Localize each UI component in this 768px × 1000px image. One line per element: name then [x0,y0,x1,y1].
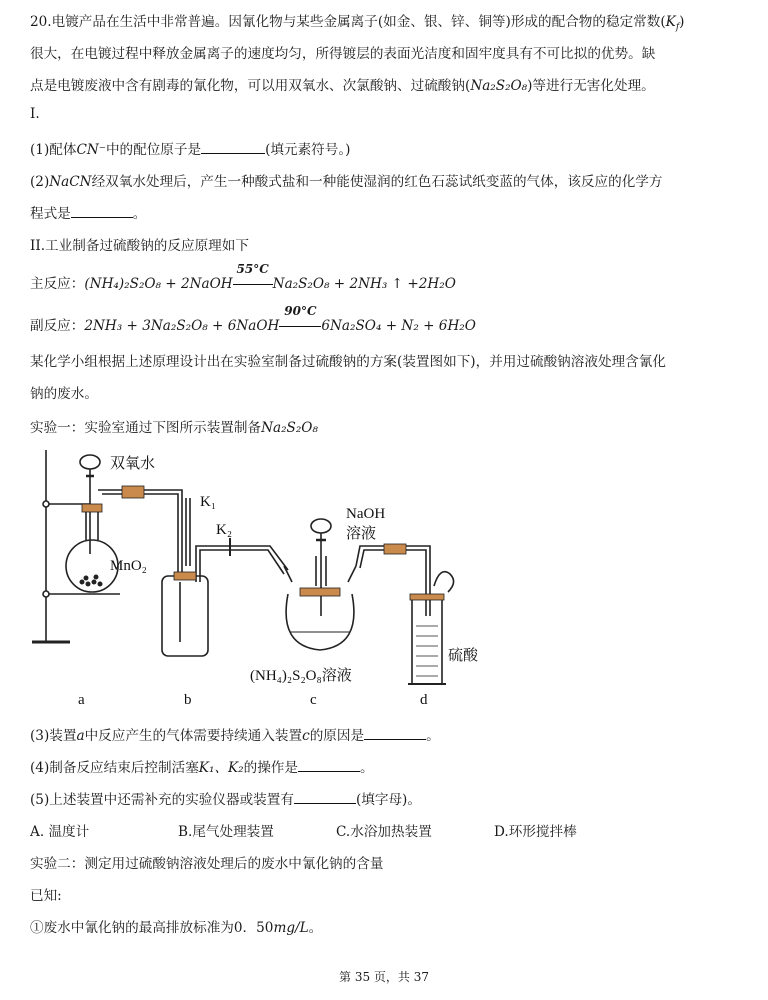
kf-symbol: K [665,14,676,30]
q-text: 已知: [30,888,62,904]
part-2-heading [30,234,249,254]
reaction-condition: 90°C [284,304,317,318]
q-text: 经双氧水处理后，产生一种酸式盐和一种能使湿润的红色石蕊试纸变蓝的气体，该反应的化学方 [91,174,663,190]
page-footer: 第 35 页，共 37 [339,970,429,984]
experiment-2-heading [30,852,383,872]
q-text: 的操作是 [243,760,298,776]
q-text: 实验二：测定用过硫酸钠溶液处理后的废水中氰化钠的含量 [30,856,384,872]
reaction-reactants: 2NH₃ + 3Na₂S₂O₈ + 6NaOH [84,318,280,334]
k-symbols: K₁、K₂ [198,760,244,776]
known-heading [30,884,62,904]
main-reaction [30,262,456,292]
answer-blank[interactable] [71,216,133,218]
q-text: 中的配位原子是 [105,142,202,158]
paren-close: ) [679,14,685,30]
label-mno2: MnO₂ [110,558,147,574]
reaction-label: 副反应： [30,318,85,334]
three-neck-flask [286,594,354,650]
q-text: (3)装置 [30,728,77,744]
q-text: 实验一：实验室通过下图所示装置制备 [30,420,262,436]
option-a[interactable]: A. 温度计 [30,824,90,840]
nacn-formula: NaCN [49,174,92,190]
q-text: 。 [426,728,440,744]
reaction-condition: 55°C [236,262,269,276]
q20-text: 20.电镀产品在生活中非常普遍。因氰化物与某些金属离子(如金、银、锌、铜等)形成的配合物的稳定常数( [30,14,666,30]
var-a: a [76,728,85,744]
q20-line-1 [30,10,684,33]
q-text: 程式是 [30,206,71,222]
q-text: 钠的废水。 [30,386,98,402]
reaction-products: 6Na₂SO₄ + N₂ + 6H₂O [321,318,476,334]
apparatus-figure [30,446,480,720]
scheme-para-1 [30,350,666,370]
label-a: a [78,692,85,708]
sub-question-3 [30,724,440,744]
q-text: (5)上述装置中还需补充的实验仪器或装置有 [30,792,294,808]
answer-blank[interactable] [298,770,360,772]
option-c[interactable]: C.水浴加热装置 [336,824,432,840]
q-text: 的原因是 [309,728,365,744]
answer-blank[interactable] [364,738,426,740]
q20-text: 点是电镀废液中含有剧毒的氰化物，可以用双氧水、次氯酸钠、过硫酸钠( [30,78,471,94]
q-text: 。 [359,760,374,776]
label-h2o2: 双氧水 [110,456,156,472]
q-text: (4)制备反应结束后控制活塞 [30,760,199,776]
q-text: 某化学小组根据上述原理设计出在实验室制备过硫酸钠的方案(装置图如下)，并用过硫酸钠溶液处理含氰化 [30,354,666,370]
q-text: (填字母)。 [355,792,421,808]
sub-question-5 [30,788,421,808]
label-sulfuric-acid: 硫酸 [448,648,479,664]
part-1-heading [30,106,40,122]
label-naoh: NaOH [346,506,386,522]
option-b[interactable]: B.尾气处理装置 [178,824,274,840]
answer-blank[interactable] [201,152,265,154]
scheme-para-2 [30,382,98,402]
q20-text: 很大，在电镀过程中释放金属离子的速度均匀，所得镀层的表面光洁度和固牢度具有不可比拟的优势。缺 [30,46,656,62]
item-number: ① [30,920,44,936]
sub-question-2 [30,170,663,190]
sub-question-4 [30,756,374,776]
label-k1: K₁ [200,494,217,510]
graduated-cylinder [412,596,442,684]
reaction-arrow [279,304,321,334]
gas-bottle [162,576,208,656]
kf-subscript: f [675,22,680,33]
q20-line-3 [30,74,655,94]
unit: mg/L [273,920,309,936]
side-reaction [30,304,476,334]
reaction-reactants: (NH₄)₂S₂O₈ + 2NaOH [84,276,233,292]
q-text: 废水中氰化钠的最高排放标准为0．50 [43,920,274,936]
part-label: II.工业制备过硫酸钠的反应原理如下 [30,238,249,254]
na2s2o8-formula: Na₂S₂O₈ [261,420,318,436]
label-b: b [184,692,192,708]
reaction-arrow [233,262,273,292]
label-ammonium-persulfate: (NH₄)₂S₂O₈溶液 [250,668,352,684]
q-text: 。 [308,920,323,936]
na2s2o8-formula: Na₂S₂O₈ [470,78,528,94]
q20-line-2 [30,42,655,62]
reaction-label: 主反应： [30,276,85,292]
q-text: 。 [132,206,147,222]
reaction-products: Na₂S₂O₈ + 2NH₃ ↑ +2H₂O [272,276,456,292]
q-text: (填元素符号。) [265,142,351,158]
known-item-1 [30,916,322,936]
cn-ion: CN⁻ [76,142,106,158]
sub-question-2-cont [30,202,146,222]
var-c: c [302,728,310,744]
label-k2: K₂ [216,522,233,538]
option-d[interactable]: D.环形搅拌棒 [494,824,577,840]
label-c: c [310,692,317,708]
sub-question-1 [30,138,350,158]
answer-blank[interactable] [294,802,356,804]
q-text: (2) [30,174,50,190]
q-text: (1)配体 [30,142,77,158]
label-d: d [420,692,428,708]
part-label: I. [30,106,40,122]
q-text: 中反应产生的气体需要持续通入装置 [84,728,303,744]
q20-text: )等进行无害化处理。 [527,78,655,94]
label-naoh-solution: 溶液 [346,526,377,542]
experiment-1-heading [30,416,318,436]
